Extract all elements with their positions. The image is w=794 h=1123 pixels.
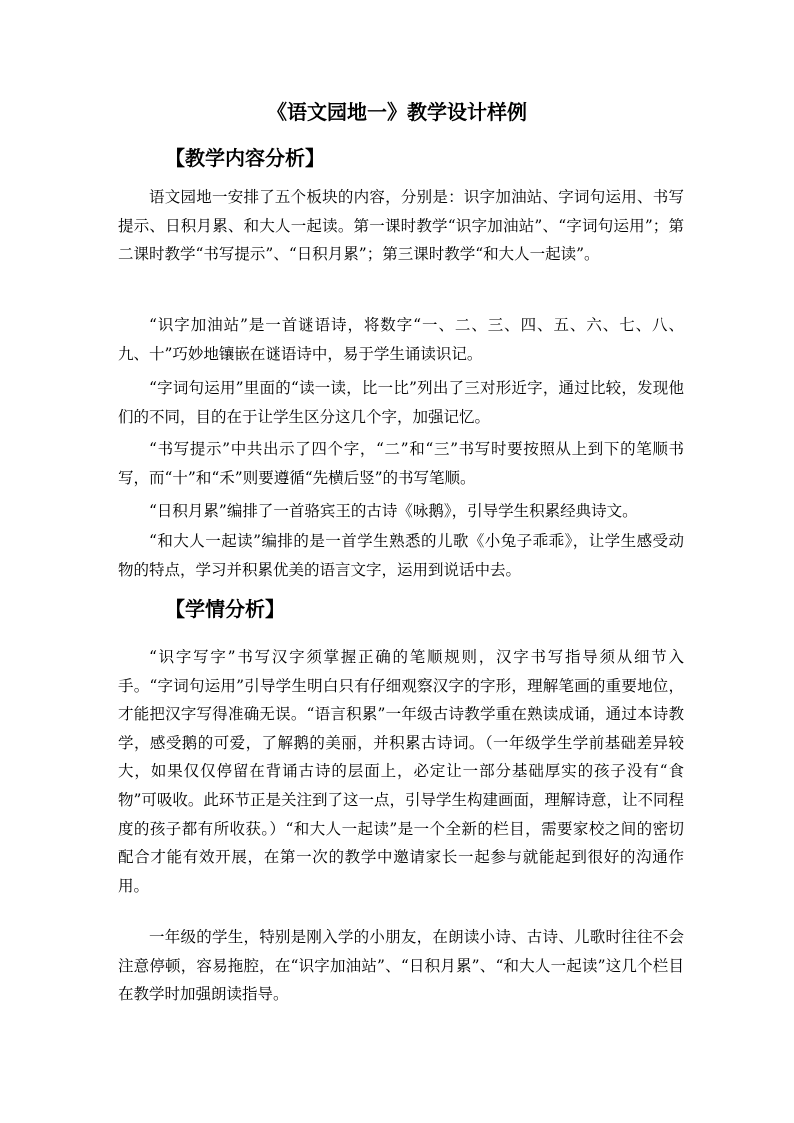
paragraph: 语文园地一安排了五个板块的内容，分别是：识字加油站、字词句运用、书写提示、日积月累、和大人一起读。第一课时教学“识字加油站”、“字词句运用”；第二课时教学“书写提示”、“日积月累”；第三课时教学“和大人一起读”。: [118, 188, 684, 264]
paragraph: “和大人一起读”编排的是一首学生熟悉的儿歌《小兔子乖乖》，让学生感受动物的特点，学习并积累优美的语言文字，运用到说话中去。: [118, 532, 684, 579]
paragraph: “日积月累”编排了一首骆宾王的古诗《咏鹅》，引导学生积累经典诗文。: [149, 502, 638, 520]
section-heading-content-analysis: 【教学内容分析】: [165, 146, 325, 170]
paragraph: “识字写字”书写汉字须掌握正确的笔顺规则，汉字书写指导须从细节入手。“字词句运用”引导学生明白只有仔细观察汉字的字形，理解笔画的重要地位，才能把汉字写得准确无误。“语言积累”一年级古诗教学重在熟读成诵，通过本诗教学，感受鹅的可爱，了解鹅的美丽，并积累古诗词。（一年级学生学前基础差异较大，如果仅仅停留在背诵古诗的层面上，必定让一部分基础厚实的孩子没有“食物”可吸收。此环节正是关注到了这一点，引导学生构建画面，理解诗意，让不同程度的孩子都有所收获。）“和大人一起读”是一个全新的栏目，需要家校之间的密切配合才能有效开展，在第一次的教学中邀请家长一起参与就能起到很好的沟通作用。: [118, 648, 684, 895]
paragraph: 一年级的学生，特别是刚入学的小朋友，在朗读小诗、古诗、儿歌时往往不会注意停顿，容易拖腔，在“识字加油站”、“日积月累”、“和大人一起读”这几个栏目在教学时加强朗读指导。: [118, 928, 684, 1004]
paragraph: “字词句运用”里面的“读一读，比一比”列出了三对形近字，通过比较，发现他们的不同，目的在于让学生区分这几个字，加强记忆。: [118, 379, 684, 426]
document-title: 《语文园地一》教学设计样例: [267, 100, 527, 124]
paragraph: “识字加油站”是一首谜语诗，将数字“一、二、三、四、五、六、七、八、九、十”巧妙地镶嵌在谜语诗中，易于学生诵读识记。: [118, 316, 684, 363]
section-heading-learner-analysis: 【学情分析】: [165, 597, 285, 621]
paragraph: “书写提示”中共出示了四个字，“二”和“三”书写时要按照从上到下的笔顺书写，而“十”和“禾”则要遵循“先横后竖”的书写笔顺。: [118, 440, 684, 487]
